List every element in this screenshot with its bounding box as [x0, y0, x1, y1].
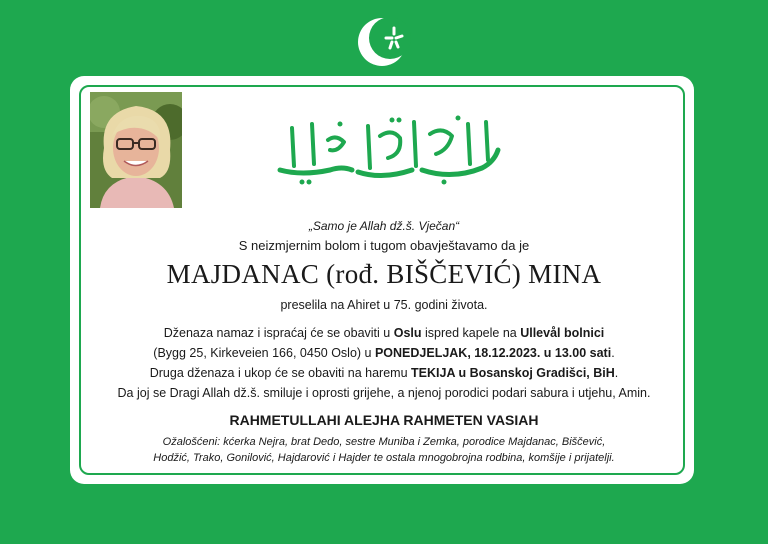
mourners — [110, 434, 658, 466]
mourners-line-2: Hodžić, Trako, Gonilović, Hajdarović i Hajder te ostala mnogobrojna rodbina, komšije i prijatelji. — [153, 452, 615, 464]
mourners-line-1: Ožalošćeni: kćerka Nejra, brat Dedo, sestre Muniba i Zemka, porodice Majdanac, Biščević, — [162, 436, 606, 448]
funeral-line-3: Druga dženaza i ukop će se obaviti na haremu TEKIJA u Bosanskoj Gradišci, BiH. — [149, 366, 619, 380]
quote: „Samo je Allah dž.š. Vječan“ — [308, 219, 460, 233]
announcement: S neizmjernim bolom i tugom obavještavamo da je — [238, 238, 530, 253]
prayer-line: Da joj se Dragi Allah dž.š. smiluje i oprosti grijehe, a njenoj porodici podari sabura i utjehu, Amin. — [117, 386, 651, 400]
arabic-calligraphy — [272, 110, 508, 190]
funeral-line-1: Dženaza namaz i ispraćaj će se obaviti u Oslu ispred kapele na Ullevål bolnici — [163, 326, 605, 340]
deceased-name: MAJDANAC (rođ. BIŠČEVIĆ) MINA — [166, 259, 602, 289]
crescent-star-icon — [350, 10, 414, 74]
funeral-line-2: (Bygg 25, Kirkeveien 166, 0450 Oslo) u PONEDJELJAK, 18.12.2023. u 13.00 sati. — [153, 346, 615, 360]
passing-line: preselila na Ahiret u 75. godini života. — [280, 298, 488, 312]
rahmet-line: RAHMETULLAHI ALEJHA RAHMETEN VASIAH — [229, 412, 539, 428]
funeral-details — [110, 323, 658, 403]
deceased-photo — [90, 92, 182, 208]
